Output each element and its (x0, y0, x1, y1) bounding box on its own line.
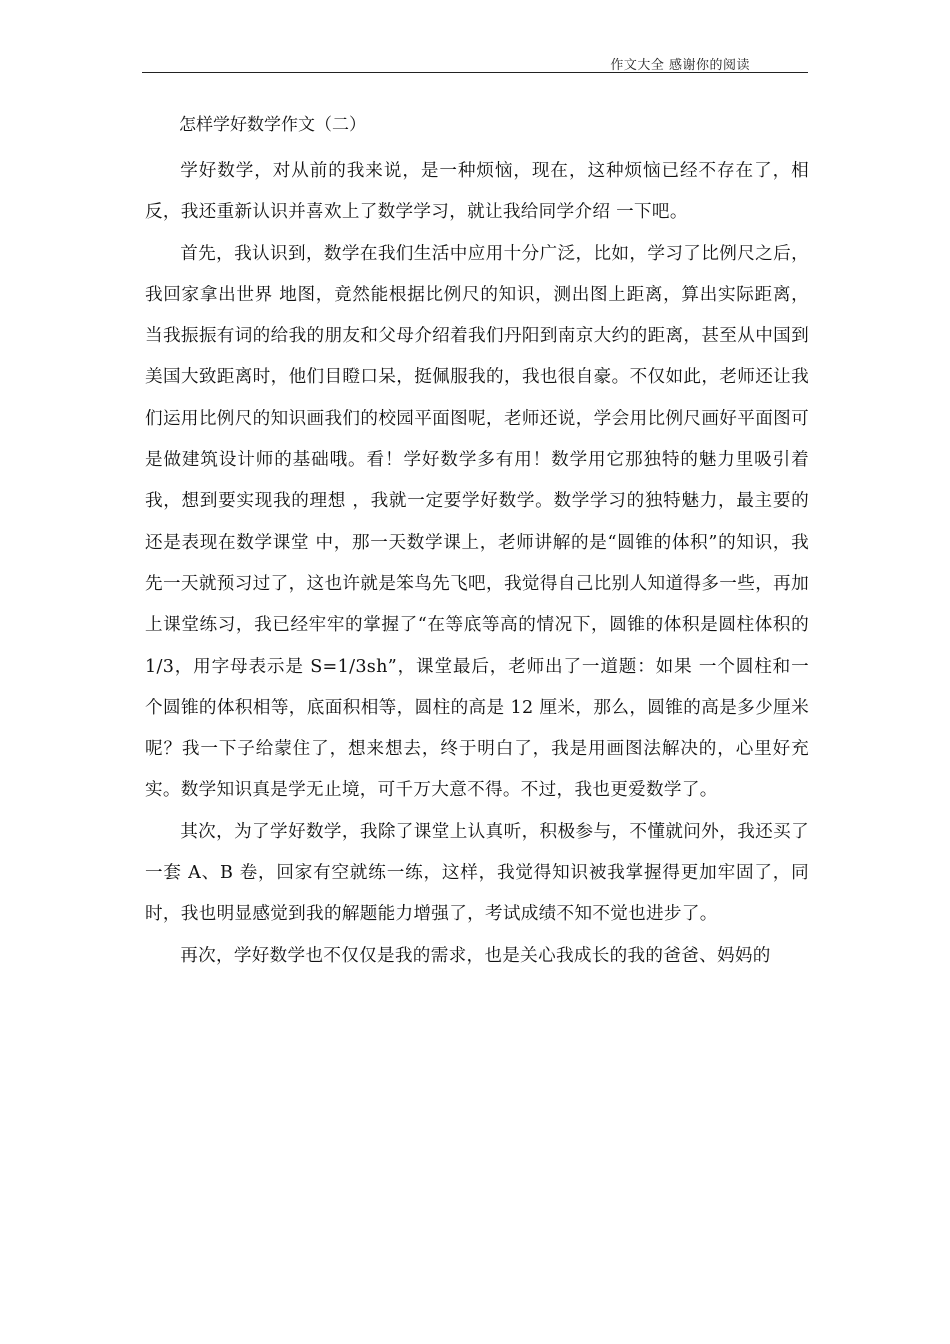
header-text: 作文大全 感谢你的阅读 (610, 58, 750, 73)
paragraph: 首先，我认识到，数学在我们生活中应用十分广泛，比如，学习了比例尺之后，我回家拿出世界 地图，竟然能根据比例尺的知识，测出图上距离，算出实际距离，当我振振有词的给我的朋友和父母介绍着我们丹阳到南京大约的距离，甚至从中国到美国大致距离时，他们目瞪口呆，挺佩服我的，我也很自豪。不仅如此，老师还让我们运用比例尺的知识画我们的校园平面图呢，老师还说，学会用比例尺画好平面图可是做建筑设计师的基础哦。看！学好数学多有用！数学用它那独特的魅力里吸引着我，想到要实现我的理想 ，我就一定要学好数学。数学学习的独特魅力，最主要的还是表现在数学课堂 中，那一天数学课上，老师讲解的是“圆锥的体积”的知识，我先一天就预习过了，这也许就是笨鸟先飞吧，我觉得自己比别人知道得多一些，再加上课堂练习，我已经牢牢的掌握了“在等底等高的情况下，圆锥的体积是圆柱体积的 1/3，用字母表示是 S=1/3sh”，课堂最后，老师出了一道题：如果 一个圆柱和一个圆锥的体积相等，底面积相等，圆柱的高是 12 厘米，那么，圆锥的高是多少厘米呢？我一下子给蒙住了，想来想去，终于明白了，我是用画图法解决的，心里好充实。数学知识真是学无止境，可千万大意不得。不过，我也更爱数学了。 (145, 243, 809, 801)
paragraph: 再次，学好数学也不仅仅是我的需求，也是关心我成长的我的爸爸、妈妈的 (180, 945, 771, 966)
paragraph: 其次，为了学好数学，我除了课堂上认真听，积极参与，不懂就问外，我还买了一套 A、B 卷，回家有空就练一练，这样，我觉得知识被我掌握得更加牢固了，同时，我也明显感觉到我的解题能力增强了，考试成绩不知不觉也进步了。 (145, 821, 809, 925)
article-body (145, 106, 809, 977)
paragraph: 学好数学，对从前的我来说，是一种烦恼，现在，这种烦恼已经不存在了，相反，我还重新认识并喜欢上了数学学习，就让我给同学介绍 一下吧。 (145, 161, 809, 223)
article-title: 怎样学好数学作文（二） (179, 115, 366, 135)
page-header (142, 52, 808, 73)
